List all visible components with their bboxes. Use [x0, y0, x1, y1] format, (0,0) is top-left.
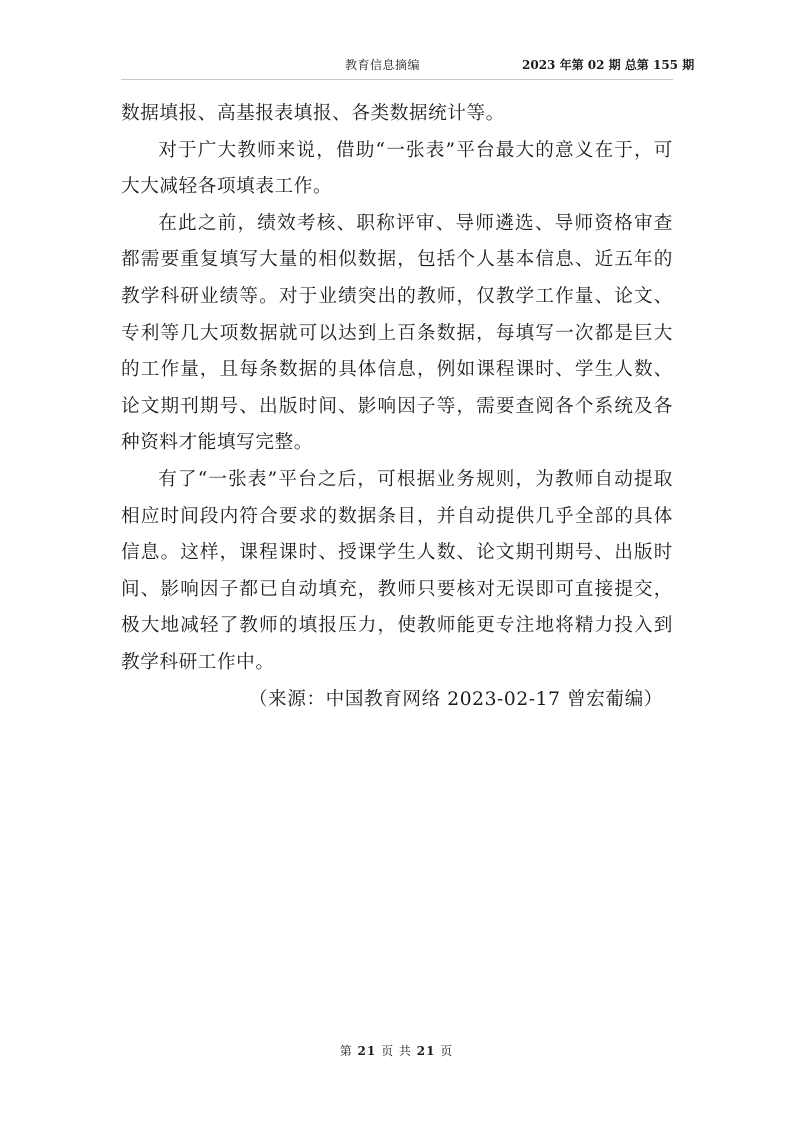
issue-number: 2023 年第 02 期 总第 155 期 — [522, 58, 695, 72]
page-header — [0, 56, 793, 76]
paragraph-before: 在此之前，绩效考核、职称评审、导师遴选、导师资格审查都需要重复填写大量的相似数据，包括个人基本信息、近五年的教学科研业绩等。对于业绩突出的教师，仅教学工作量、论文、专利等几大项数据就可以达到上百条数据，每填写一次都是巨大的工作量，且每条数据的具体信息，例如课程课时、学生人数、论文期刊期号、出版时间、影响因子等，需要查阅各个系统及各种资料才能填写完整。 — [121, 212, 673, 454]
footer-middle: 页 共 — [381, 1044, 412, 1058]
article-body — [121, 96, 673, 718]
current-page-number: 21 — [357, 1044, 377, 1058]
paragraph-continuation: 数据填报、高基报表填报、各类数据统计等。 — [121, 103, 505, 124]
total-page-count: 21 — [416, 1044, 436, 1058]
journal-name: 教育信息摘编 — [345, 58, 421, 72]
footer-suffix: 页 — [440, 1044, 454, 1058]
footer-prefix: 第 — [339, 1044, 353, 1058]
header-divider — [121, 79, 673, 80]
paragraph-after: 有了“一张表”平台之后，可根据业务规则，为教师自动提取相应时间段内符合要求的数据条目，并自动提供几乎全部的具体信息。这样，课程课时、授课学生人数、论文期刊期号、出版时间、影响因子都已自动填充，教师只要核对无误即可直接提交，极大地减轻了教师的填报压力，使教师能更专注地将精力投入到教学科研工作中。 — [121, 468, 673, 673]
page-footer — [0, 1042, 793, 1059]
paragraph-significance: 对于广大教师来说，借助“一张表”平台最大的意义在于，可大大减轻各项填表工作。 — [121, 139, 673, 198]
source-attribution: （来源：中国教育网络 2023-02-17 曾宏葡编） — [248, 688, 663, 710]
